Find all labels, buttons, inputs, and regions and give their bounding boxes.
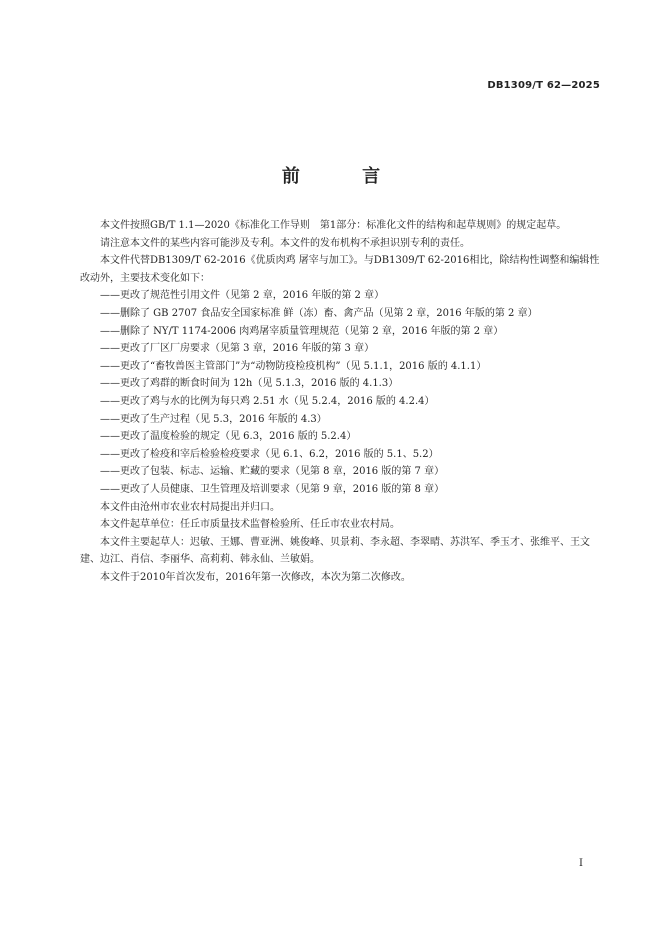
document-code: DB1309/T 62—2025 <box>487 80 600 91</box>
paragraph-drafters: 本文件主要起草人：迟敏、王娜、曹亚洲、姚俊峰、贝景莉、李永超、李翠晴、苏洪军、季玉才、张维平、王文建、边江、肖信、李丽华、高莉莉、韩永仙、兰敏娟。 <box>80 536 590 566</box>
change-item: ——更改了生产过程（见 5.3，2016 年版的 4.3） <box>100 413 327 425</box>
change-item: ——删除了 GB 2707 食品安全国家标准 鲜（冻）畜、禽产品（见第 2 章，2016 年版的第 2 章） <box>100 307 538 319</box>
page-title: 前 言 <box>281 166 409 187</box>
change-item: ——更改了鸡群的断食时间为 12h（见 5.1.3，2016 版的 4.1.3） <box>100 378 399 390</box>
change-item: ——删除了 NY/T 1174-2006 肉鸡屠宰质量管理规范（见第 2 章，2016 年版的第 2 章） <box>100 325 504 337</box>
change-item: ——更改了温度检验的规定（见 6.3，2016 版的 5.2.4） <box>100 431 357 443</box>
change-item: ——更改了人员健康、卫生管理及培训要求（见第 9 章，2016 版的第 8 章） <box>100 483 445 495</box>
paragraph-history: 本文件于2010年首次发布，2016年第一次修改，本次为第二次修改。 <box>100 571 411 583</box>
change-item: ——更改了规范性引用文件（见第 2 章，2016 年版的第 2 章） <box>100 290 385 302</box>
change-item: ——更改了包装、标志、运输、贮藏的要求（见第 8 章，2016 版的第 7 章） <box>100 466 445 478</box>
change-item: ——更改了检疫和宰后检验检疫要求（见 6.1、6.2，2016 版的 5.1、5.2） <box>100 448 439 460</box>
paragraph-patent-notice: 请注意本文件的某些内容可能涉及专利。本文件的发布机构不承担识别专利的责任。 <box>100 237 470 249</box>
change-item: ——更改了厂区厂房要求（见第 3 章，2016 年版的第 3 章） <box>100 343 375 355</box>
preface-body <box>80 217 600 586</box>
paragraph-replacement: 本文件代替DB1309/T 62-2016《优质肉鸡 屠宰与加工》。与DB1309/T 62-2016相比，除结构性调整和编辑性改动外，主要技术变化如下： <box>80 255 600 284</box>
paragraph-drafting-rules: 本文件按照GB/T 1.1—2020《标准化工作导则 第1部分：标准化文件的结构和起草规则》的规定起草。 <box>100 220 567 231</box>
change-item: ——更改了“畜牧兽医主管部门”为“动物防疫检疫机构”（见 5.1.1，2016 版的 4.1.1） <box>100 360 487 372</box>
change-item: ——更改了鸡与水的比例为每只鸡 2.51 水（见 5.2.4，2016 版的 4.2.4） <box>100 395 435 407</box>
paragraph-proposer: 本文件由沧州市农业农村局提出并归口。 <box>100 501 280 513</box>
page-number: I <box>579 858 583 869</box>
paragraph-drafting-units: 本文件起草单位：任丘市质量技术监督检验所、任丘市农业农村局。 <box>100 519 400 531</box>
